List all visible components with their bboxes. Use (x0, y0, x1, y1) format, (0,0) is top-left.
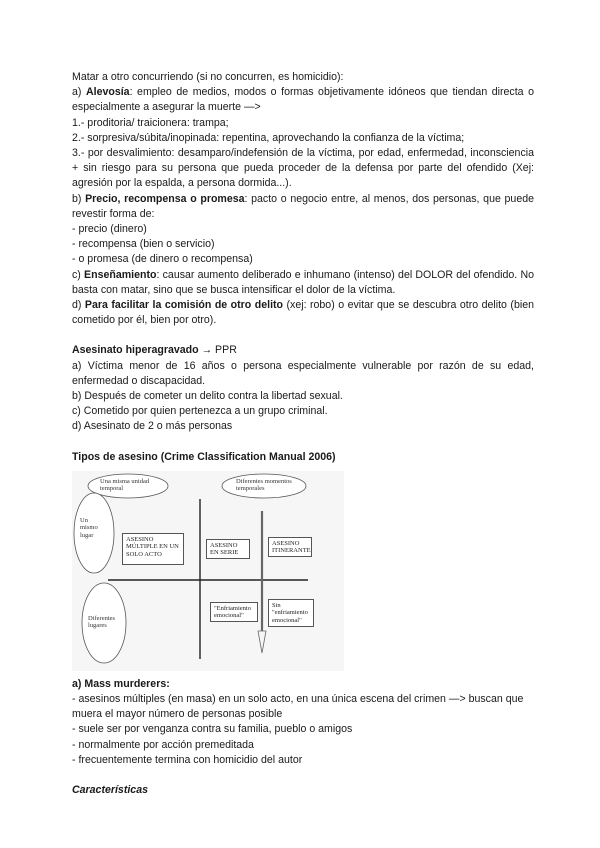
hiperagravado-item: c) Cometido por quien pertenezca a un grupo criminal. (72, 405, 328, 418)
label-diferentes-lugares: Diferentes lugares (88, 614, 116, 630)
figure-lines (72, 471, 344, 671)
caracteristicas-heading: Características (72, 784, 148, 797)
alevosia-term: Alevosía (85, 86, 130, 99)
alevosia-item: 1.- proditoria/ traicionera: trampa; (72, 116, 229, 129)
spacer (72, 328, 534, 343)
mass-murderers-item: - normalmente por acción premeditada (72, 738, 254, 751)
box-asesino-multiple: ASESINO MÚLTIPLE EN UN SOLO ACTO (122, 533, 184, 565)
spacer (72, 768, 534, 783)
box-sin-enfriamiento: Sin "enfriamiento emocional" (268, 599, 314, 627)
mass-murderers-item: - asesinos múltiples (en masa) en un solo acto, en una única escena del crimen —> buscan que muera el mayor número de personas posible (72, 693, 524, 721)
precio-item: - recompensa (bien o servicio) (72, 238, 215, 251)
otro-delito-term: Para facilitar la comisión de otro delito (84, 299, 284, 312)
box-asesino-serie: ASESINO EN SERIE (206, 539, 250, 559)
precio-paragraph: b) Precio, recompensa o promesa: pacto o negocio entre, al menos, dos personas, que puede revestir forma de: (72, 192, 534, 220)
otro-delito-paragraph: d) Para facilitar la comisión de otro delito (xej: robo) o evitar que se descubra otro delito (bien cometido por él, bien por otro). (72, 299, 534, 327)
mass-murderers-heading: a) Mass murderers: (72, 677, 170, 690)
tipos-heading: Tipos de asesino (Crime Classification Manual 2006) (72, 450, 336, 463)
hiperagravado-heading: Asesinato hiperagravado → PPR (72, 344, 237, 357)
label-diferentes-momentos: Diferentes momentos temporales (236, 477, 292, 493)
intro-text: Matar a otro concurriendo (si no concurren, es homicidio): (72, 71, 344, 83)
arrow-head (258, 631, 266, 653)
label-mismo-lugar: Un mismo lugar (80, 516, 98, 539)
alevosia-item: 2.- sorpresiva/súbita/inopinada: repentina, aprovechando la confianza de la víctima; (72, 131, 465, 144)
precio-term: Precio, recompensa o promesa (85, 192, 245, 205)
box-enfriamiento: "Enfriamiento emocional" (210, 602, 258, 622)
precio-item: - precio (dinero) (72, 223, 147, 236)
mass-murderers-item: - suele ser por venganza contra su familia, pueblo o amigos (72, 723, 353, 736)
alevosia-item: 3.- por desvalimiento: desamparo/indefensión de la víctima, por edad, enfermedad, inconsciencia + sin riesgo para su persona que pueda proceder de la defensa por parte del ofendido (Xej: agresión por la espalda, a persona dormida...). (72, 147, 534, 190)
mass-murderers-item: - frecuentemente termina con homicidio del autor (72, 753, 303, 766)
classification-figure (72, 471, 344, 671)
ensenamiento-paragraph: c) Enseñamiento: causar aumento deliberado e inhumano (intenso) del DOLOR del ofendido. No basta con matar, sino que se busca intensificar el dolor de la víctima. (72, 268, 534, 296)
spacer (72, 435, 534, 450)
hiperagravado-item: b) Después de cometer un delito contra la libertad sexual. (72, 390, 343, 403)
document-page (72, 70, 534, 798)
precio-item: - o promesa (de dinero o recompensa) (72, 253, 253, 266)
alevosia-paragraph: a) Alevosía: empleo de medios, modos o formas objetivamente idóneos que tiendan directa o especialmente a asegurar la muerte —> (72, 86, 534, 114)
label-misma-unidad: Una misma unidad temporal (100, 477, 150, 493)
ensenamiento-term: Enseñamiento (84, 268, 157, 281)
box-asesino-itinerante: ASESINO ITINERANTE (268, 537, 312, 557)
hiperagravado-item: a) Víctima menor de 16 años o persona especialmente vulnerable por razón de su edad, enfermedad o discapacidad. (72, 359, 534, 387)
hiperagravado-item: d) Asesinato de 2 o más personas (72, 420, 233, 433)
